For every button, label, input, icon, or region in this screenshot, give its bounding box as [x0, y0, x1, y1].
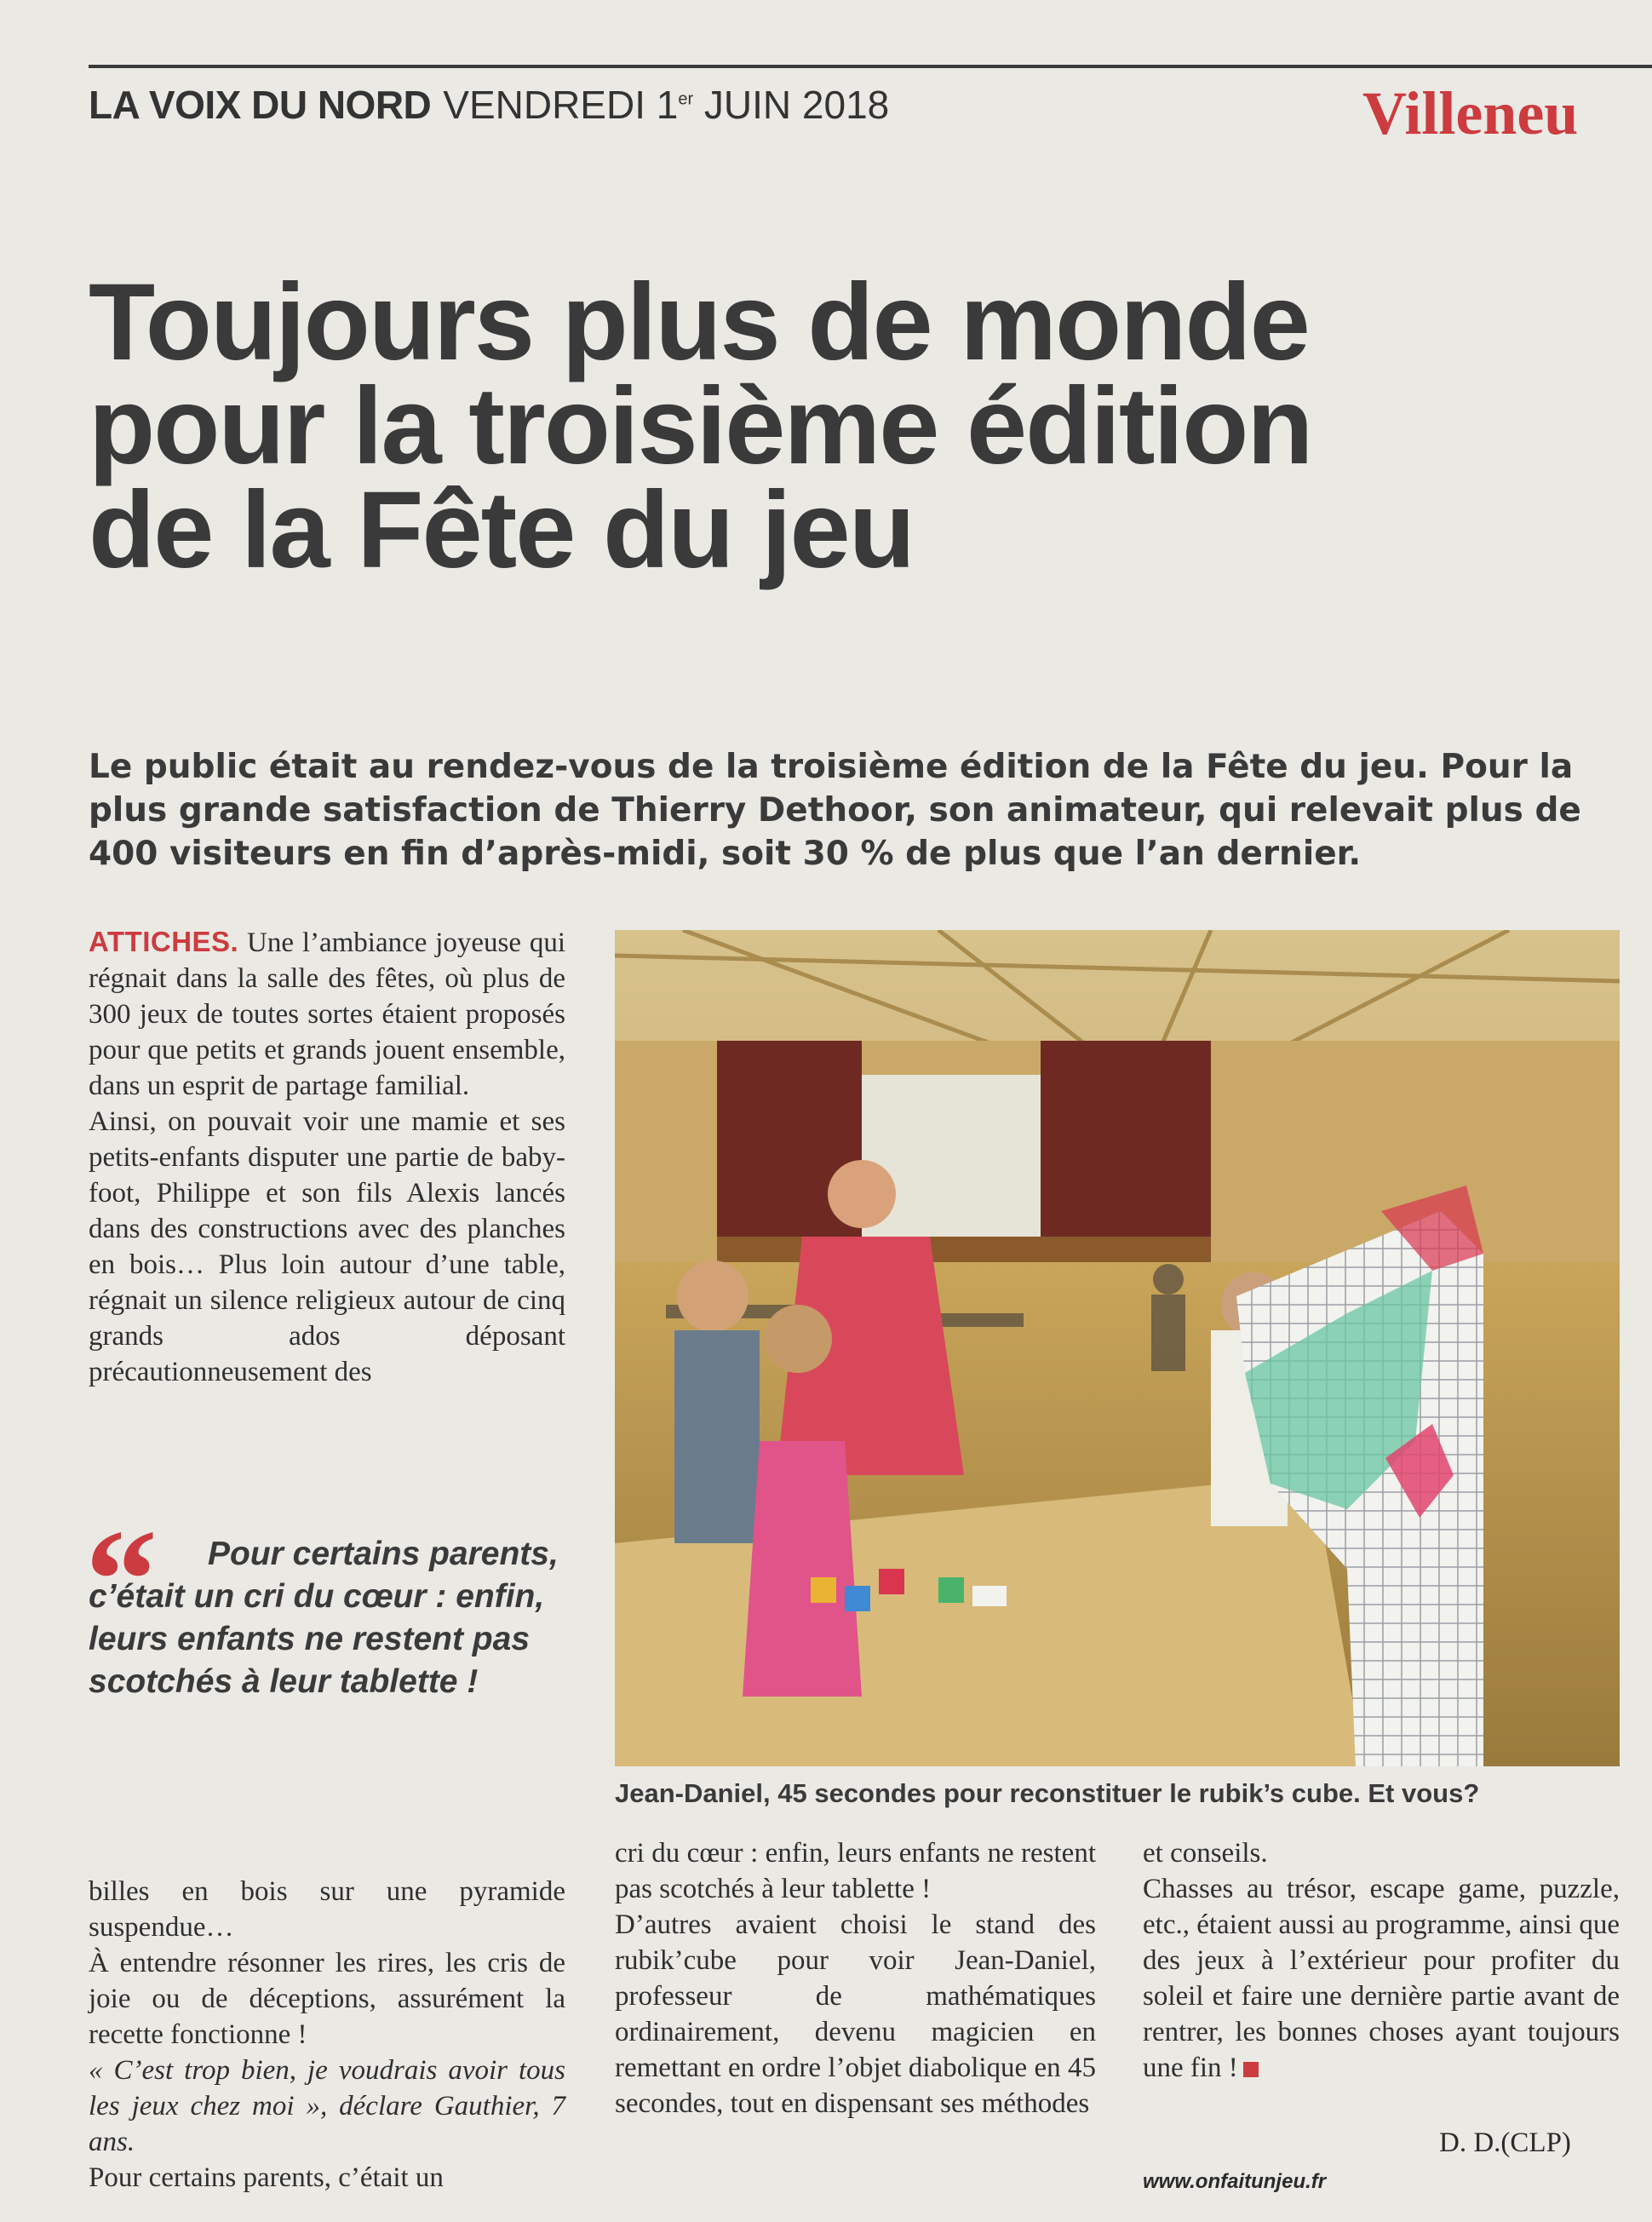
photo-caption: Jean-Daniel, 45 secondes pour reconstituer le rubik’s cube. Et vous?: [615, 1778, 1480, 1808]
paragraph: Pour certains parents, c’était un: [89, 2162, 444, 2193]
paragraph: cri du cœur : enfin, leurs enfants ne restent pas scotchés à leur tablette !: [615, 1838, 1096, 1904]
article-headline: [89, 261, 1604, 591]
dateline-kicker: ATTICHES.: [89, 926, 239, 957]
section-name: Villeneu: [1362, 79, 1579, 147]
headline-line: pour la troisième édition: [89, 365, 1312, 487]
end-mark-icon: [1243, 2062, 1259, 2077]
top-rule: [89, 65, 1652, 68]
headline-line: Toujours plus de monde: [89, 261, 1309, 383]
article-lede: Le public était au rendez-vous de la troisième édition de la Fête du jeu. Pour la plus grande satisfaction de Thierry Dethoor, son animateur, qui relevait plus de 400 visiteurs en fin d’après-midi, soit 30 % de plus que l’an dernier.: [89, 748, 1581, 873]
paragraph: Chasses au trésor, escape game, puzzle, etc., étaient aussi au programme, ainsi que des jeux à l’extérieur pour profiter du soleil et faire une dernière partie avant de rentrer, les bonnes choses ayant toujours une fin !: [1143, 1874, 1620, 2083]
pull-quote: Pour certains parents, c’était un cri du cœur : enfin, leurs enfants ne restent pas scotchés à leur tablette !: [89, 1536, 559, 1700]
column-1-bottom: [89, 1874, 565, 2196]
author-signature: D. D.(CLP): [1439, 2127, 1571, 2158]
quote-mark-icon: “: [85, 1500, 158, 1660]
column-2: [615, 1835, 1096, 2122]
paragraph: « C’est trop bien, je voudrais avoir tous les jeux chez moi », déclare Gauthier, 7 ans.: [89, 2055, 565, 2157]
website-link[interactable]: www.onfaitunjeu.fr: [1143, 2170, 1327, 2193]
newspaper-name: LA VOIX DU NORD: [89, 83, 432, 127]
column-3: [1143, 1835, 1620, 2086]
paragraph: ATTICHES. Une l’ambiance joyeuse qui régnait dans la salle des fêtes, où plus de 300 jeux de toutes sortes étaient proposés pour que petits et grands jouent ensemble, dans un esprit de partage familial.: [89, 926, 565, 1101]
column-1-top: [89, 924, 565, 1390]
paragraph: et conseils.: [1143, 1838, 1268, 1869]
paragraph: D’autres avaient choisi le stand des rubik’cube pour voir Jean-Daniel, professeur de mathématiques ordinairement, devenu magicien en remettant en ordre l’objet diabolique en 45 secondes, tout en dispensant ses méthodes: [615, 1909, 1096, 2119]
article-photo: [615, 930, 1620, 1766]
issue-date: VENDREDI 1er JUIN 2018: [443, 83, 890, 127]
paragraph: billes en bois sur une pyramide suspendue…: [89, 1876, 565, 1943]
paragraph: Ainsi, on pouvait voir une mamie et ses petits-enfants disputer une partie de baby-foot, Philippe et son fils Alexis lancés dans des constructions avec des planches en bois… Plus loin autour d’une table, régnait un silence religieux autour de cinq grands ados déposant précautionneusement des: [89, 1106, 565, 1387]
headline-line: de la Fête du jeu: [89, 469, 914, 591]
paragraph: À entendre résonner les rires, les cris de joie ou de déceptions, assurément la recette fonctionne !: [89, 1948, 565, 2050]
masthead: [89, 82, 889, 128]
